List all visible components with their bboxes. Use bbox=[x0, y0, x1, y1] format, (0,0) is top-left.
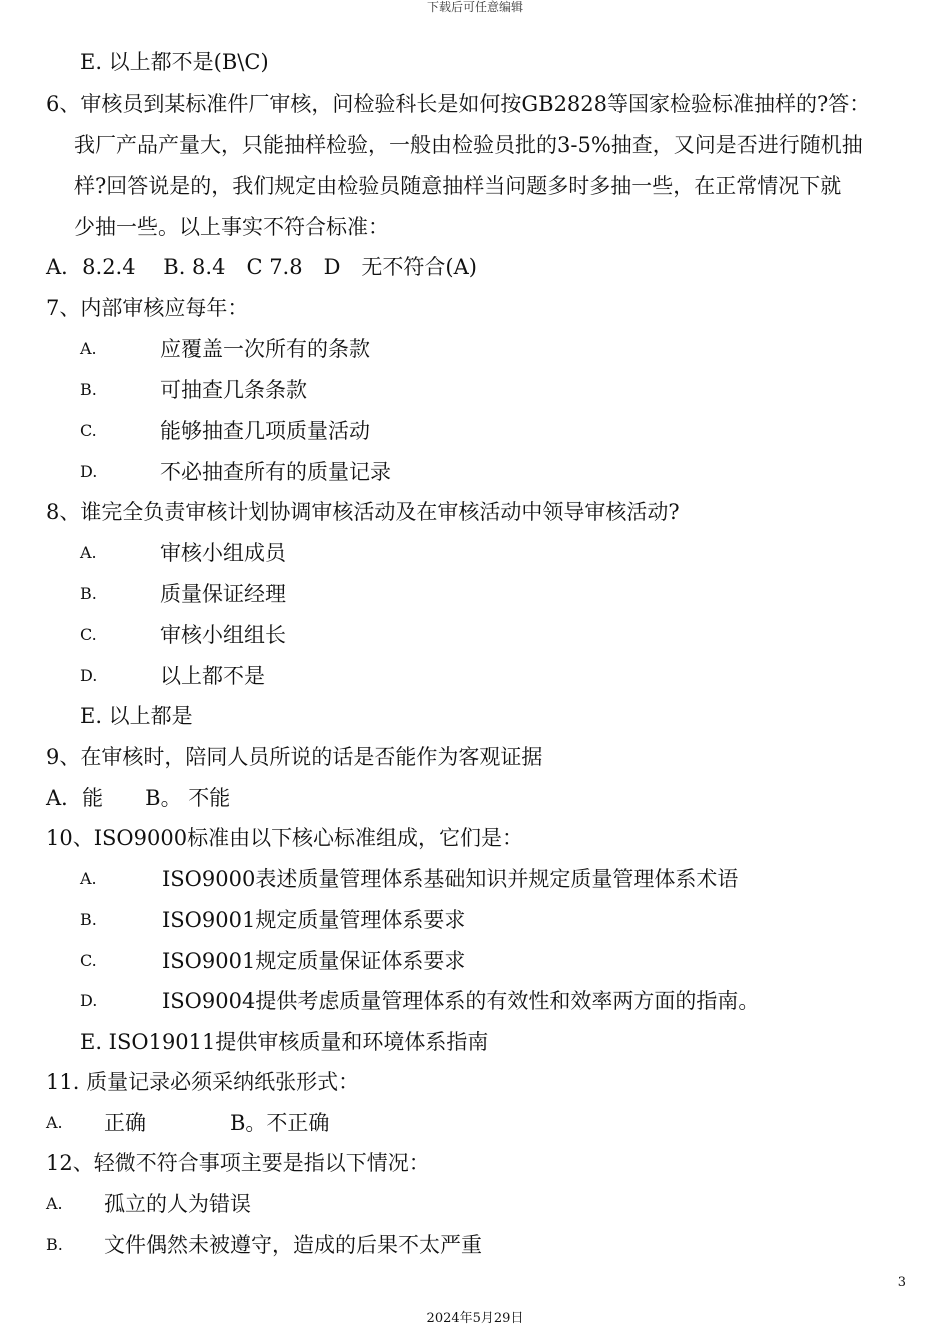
question-9: 9、在审核时，陪同人员所说的话是否能作为客观证据 bbox=[46, 745, 543, 769]
question-8-option-c: C. 审核小组组长 bbox=[80, 623, 286, 647]
question-6-line-1: 6、审核员到某标准件厂审核，问检验科长是如何按GB2828等国家检验标准抽样的?答： bbox=[46, 92, 871, 116]
question-7-option-a: A. 应覆盖一次所有的条款 bbox=[80, 337, 370, 361]
question-5-option-e: E. 以上都不是(B\C) bbox=[80, 50, 269, 74]
question-7: 7、内部审核应每年： bbox=[46, 296, 249, 320]
footer-date: 2024年5月29日 bbox=[426, 1311, 524, 1326]
question-7-option-d: D. 不必抽查所有的质量记录 bbox=[80, 460, 391, 484]
question-11: 11. 质量记录必须采纳纸张形式： bbox=[46, 1070, 360, 1094]
question-7-option-c: C. 能够抽查几项质量活动 bbox=[80, 419, 370, 443]
question-10-option-b: B. ISO9001规定质量管理体系要求 bbox=[80, 908, 466, 932]
question-10: 10、ISO9000标准由以下核心标准组成，它们是： bbox=[46, 826, 524, 850]
question-10-option-e: E. ISO19011提供审核质量和环境体系指南 bbox=[80, 1030, 489, 1054]
question-10-option-a: A. ISO9000表述质量管理体系基础知识并规定质量管理体系术语 bbox=[80, 867, 739, 891]
question-10-option-d: D. ISO9004提供考虑质量管理体系的有效性和效率两方面的指南。 bbox=[80, 989, 760, 1013]
question-8-option-b: B. 质量保证经理 bbox=[80, 582, 286, 606]
question-8-option-d: D. 以上都不是 bbox=[80, 664, 265, 688]
page-header: 下载后可任意编辑 bbox=[426, 0, 523, 14]
question-6-options: A．8.2.4 B. 8.4 C 7.8 D 无不符合(A) bbox=[46, 255, 477, 279]
question-8-option-e: E. 以上都是 bbox=[80, 704, 193, 728]
page-number: 3 bbox=[897, 1275, 906, 1290]
question-8-option-a: A. 审核小组成员 bbox=[80, 541, 286, 565]
question-12: 12、轻微不符合事项主要是指以下情况： bbox=[46, 1151, 430, 1175]
question-6-line-2: 我厂产品产量大，只能抽样检验，一般由检验员批的3-5%抽查，又问是否进行随机抽 bbox=[74, 133, 863, 157]
question-12-option-b: B. 文件偶然未被遵守，造成的后果不太严重 bbox=[46, 1233, 482, 1257]
question-11-options: A. 正确 B。不正确 bbox=[46, 1111, 330, 1135]
question-12-option-a: A. 孤立的人为错误 bbox=[46, 1192, 251, 1216]
question-9-options: A．能 B。 不能 bbox=[46, 786, 231, 810]
question-10-option-c: C. ISO9001规定质量保证体系要求 bbox=[80, 949, 466, 973]
question-6-line-3: 样?回答说是的，我们规定由检验员随意抽样当问题多时多抽一些，在正常情况下就 bbox=[74, 174, 842, 198]
question-8: 8、谁完全负责审核计划协调审核活动及在审核活动中领导审核活动? bbox=[46, 500, 680, 524]
question-6-line-4: 少抽一些。以上事实不符合标准： bbox=[74, 215, 389, 239]
question-7-option-b: B. 可抽查几条条款 bbox=[80, 378, 307, 402]
